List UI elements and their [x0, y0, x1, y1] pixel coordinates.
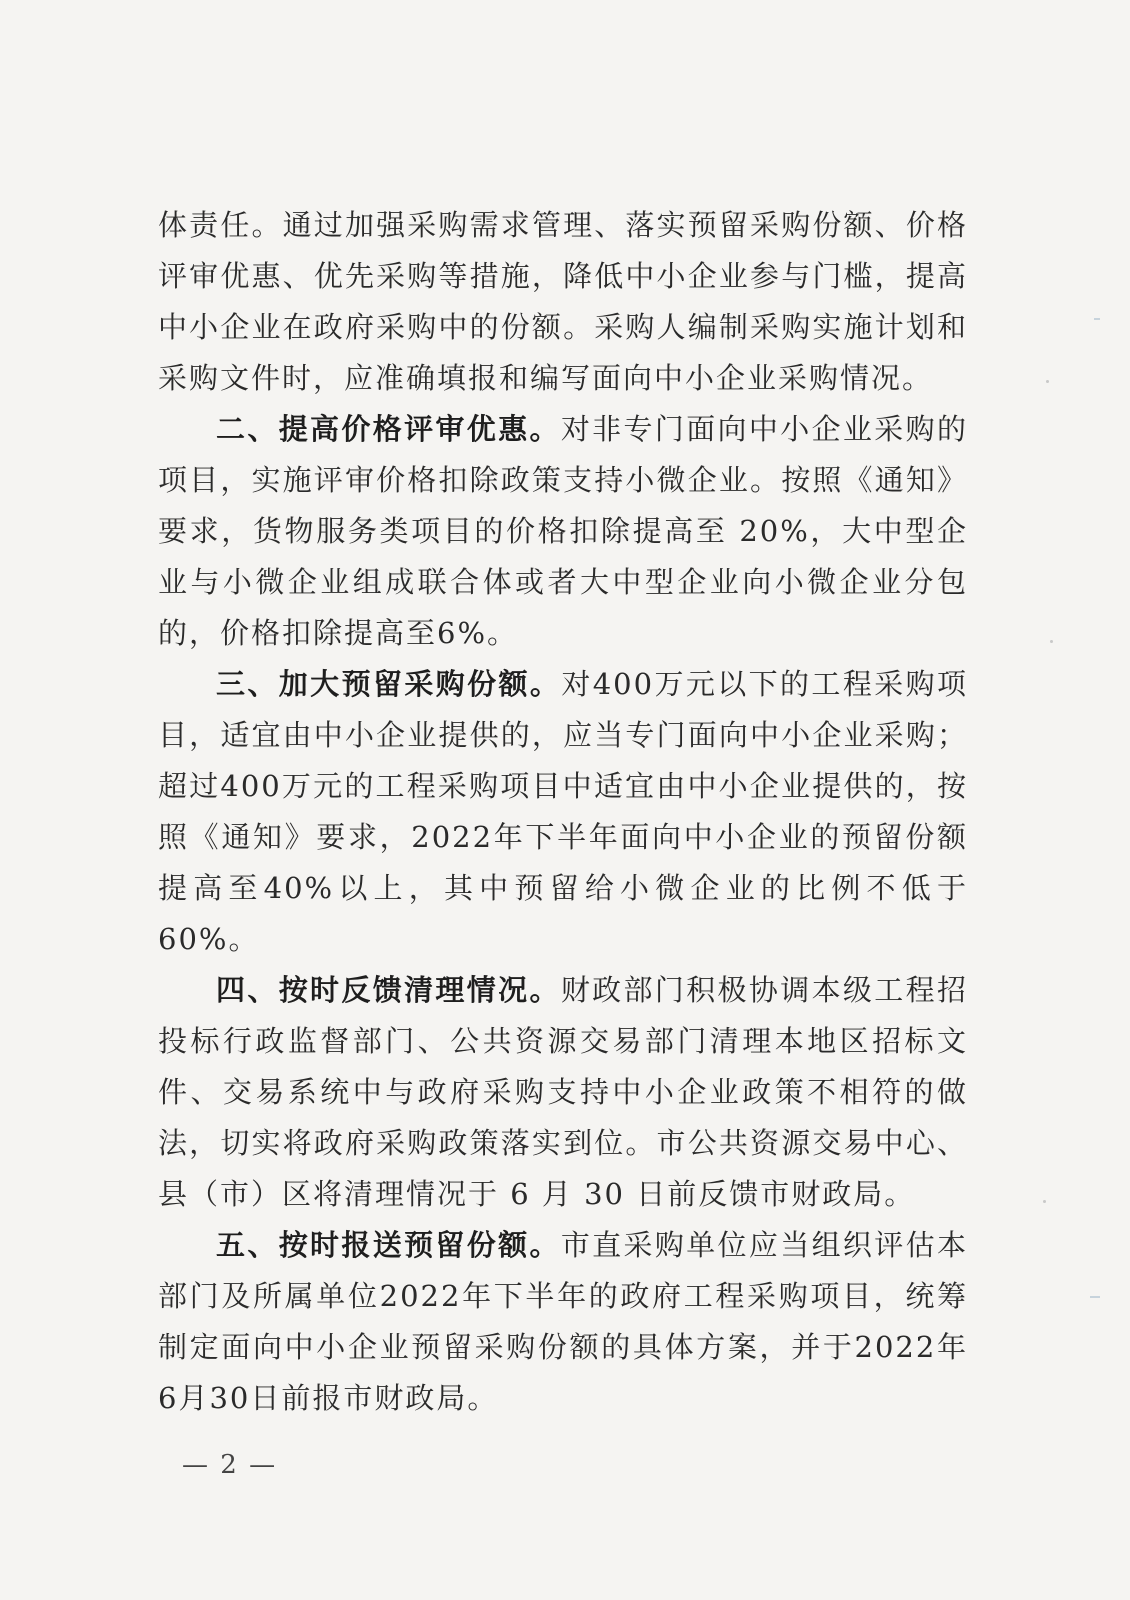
scan-speck: [1050, 640, 1053, 643]
paragraph-2: [158, 404, 968, 659]
scan-edge-mark: [1094, 318, 1100, 320]
paragraph-4-heading: 四、按时反馈清理情况。: [216, 973, 561, 1007]
scan-speck: [1043, 1200, 1046, 1203]
paragraph-5-heading: 五、按时报送预留份额。: [216, 1228, 561, 1262]
paragraph-1: [158, 200, 968, 404]
paragraph-2-heading: 二、提高价格评审优惠。: [216, 412, 561, 446]
paragraph-3-heading: 三、加大预留采购份额。: [216, 667, 562, 701]
paragraph-4-text: 财政部门积极协调本级工程招投标行政监督部门、公共资源交易部门清理本地区招标文件、交易系统中与政府采购支持中小企业政策不相符的做法，切实将政府采购政策落实到位。市公共资源交易中心、县（市）区将清理情况于 6 月 30 日前反馈市财政局。: [158, 973, 968, 1211]
page-number: — 2 —: [182, 1450, 278, 1480]
scan-edge-mark: [1090, 1296, 1100, 1298]
scan-speck: [1046, 380, 1049, 383]
paragraph-4: [158, 965, 968, 1220]
paragraph-5: [158, 1220, 968, 1424]
paragraph-2-text: 对非专门面向中小企业采购的项目，实施评审价格扣除政策支持小微企业。按照《通知》要求，货物服务类项目的价格扣除提高至 20%，大中型企业与小微企业组成联合体或者大中型企业向小微企业分包的，价格扣除提高至6%。: [158, 412, 968, 650]
document-body: [158, 200, 968, 1424]
paragraph-3-text: 对400万元以下的工程采购项目，适宜由中小企业提供的，应当专门面向中小企业采购；超过400万元的工程采购项目中适宜由中小企业提供的，按照《通知》要求，2022年下半年面向中小企业的预留份额提高至40%以上，其中预留给小微企业的比例不低于60%。: [158, 667, 968, 956]
paragraph-1-text: 体责任。通过加强采购需求管理、落实预留采购份额、价格评审优惠、优先采购等措施，降低中小企业参与门槛，提高中小企业在政府采购中的份额。采购人编制采购实施计划和采购文件时，应准确填报和编写面向中小企业采购情况。: [158, 208, 968, 395]
paragraph-5-text: 市直采购单位应当组织评估本部门及所属单位2022年下半年的政府工程采购项目，统筹制定面向中小企业预留采购份额的具体方案，并于2022年6月30日前报市财政局。: [158, 1228, 968, 1415]
paragraph-3: [158, 659, 968, 965]
